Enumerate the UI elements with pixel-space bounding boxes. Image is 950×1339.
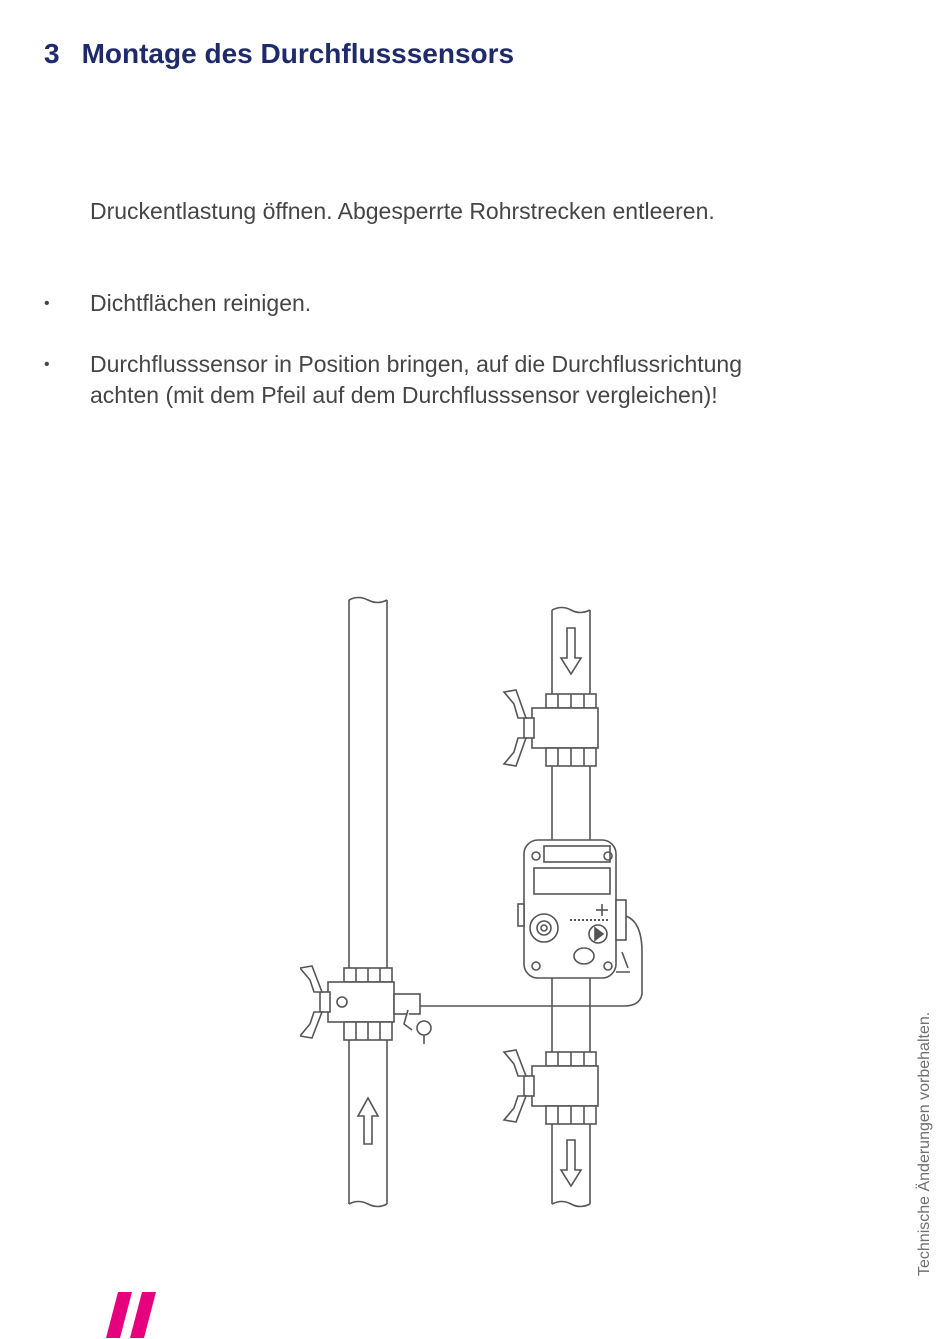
left-pipe bbox=[349, 598, 387, 1207]
list-item-text: Dichtflächen reinigen. bbox=[90, 290, 312, 316]
left-valve bbox=[300, 966, 431, 1044]
section-heading bbox=[44, 38, 514, 70]
arrow-up-icon bbox=[358, 1098, 378, 1144]
lower-valve bbox=[504, 1050, 598, 1124]
section-title: Montage des Durchflusssensors bbox=[81, 38, 515, 69]
bullet-marker: • bbox=[44, 295, 50, 312]
bullet-marker: • bbox=[44, 356, 50, 373]
brand-logo-icon bbox=[104, 1292, 164, 1338]
instruction-list bbox=[44, 288, 744, 441]
intro-paragraph: Druckentlastung öffnen. Abgesperrte Rohrstrecken entleeren. bbox=[90, 198, 715, 224]
section-number: 3 bbox=[44, 38, 60, 69]
arrow-down-icon bbox=[561, 628, 581, 674]
list-item bbox=[44, 288, 744, 319]
list-item bbox=[44, 349, 744, 411]
side-note: Technische Änderungen vorbehalten. bbox=[916, 1011, 933, 1276]
list-item-text: Durchflusssensor in Position bringen, auf die Durchflussrichtung achten (mit dem Pfeil auf dem Durchflusssensor vergleichen)! bbox=[90, 351, 742, 408]
flow-sensor-meter bbox=[518, 840, 626, 978]
arrow-down-icon bbox=[561, 1140, 581, 1186]
upper-valve bbox=[504, 690, 598, 766]
installation-drawing bbox=[300, 592, 660, 1214]
